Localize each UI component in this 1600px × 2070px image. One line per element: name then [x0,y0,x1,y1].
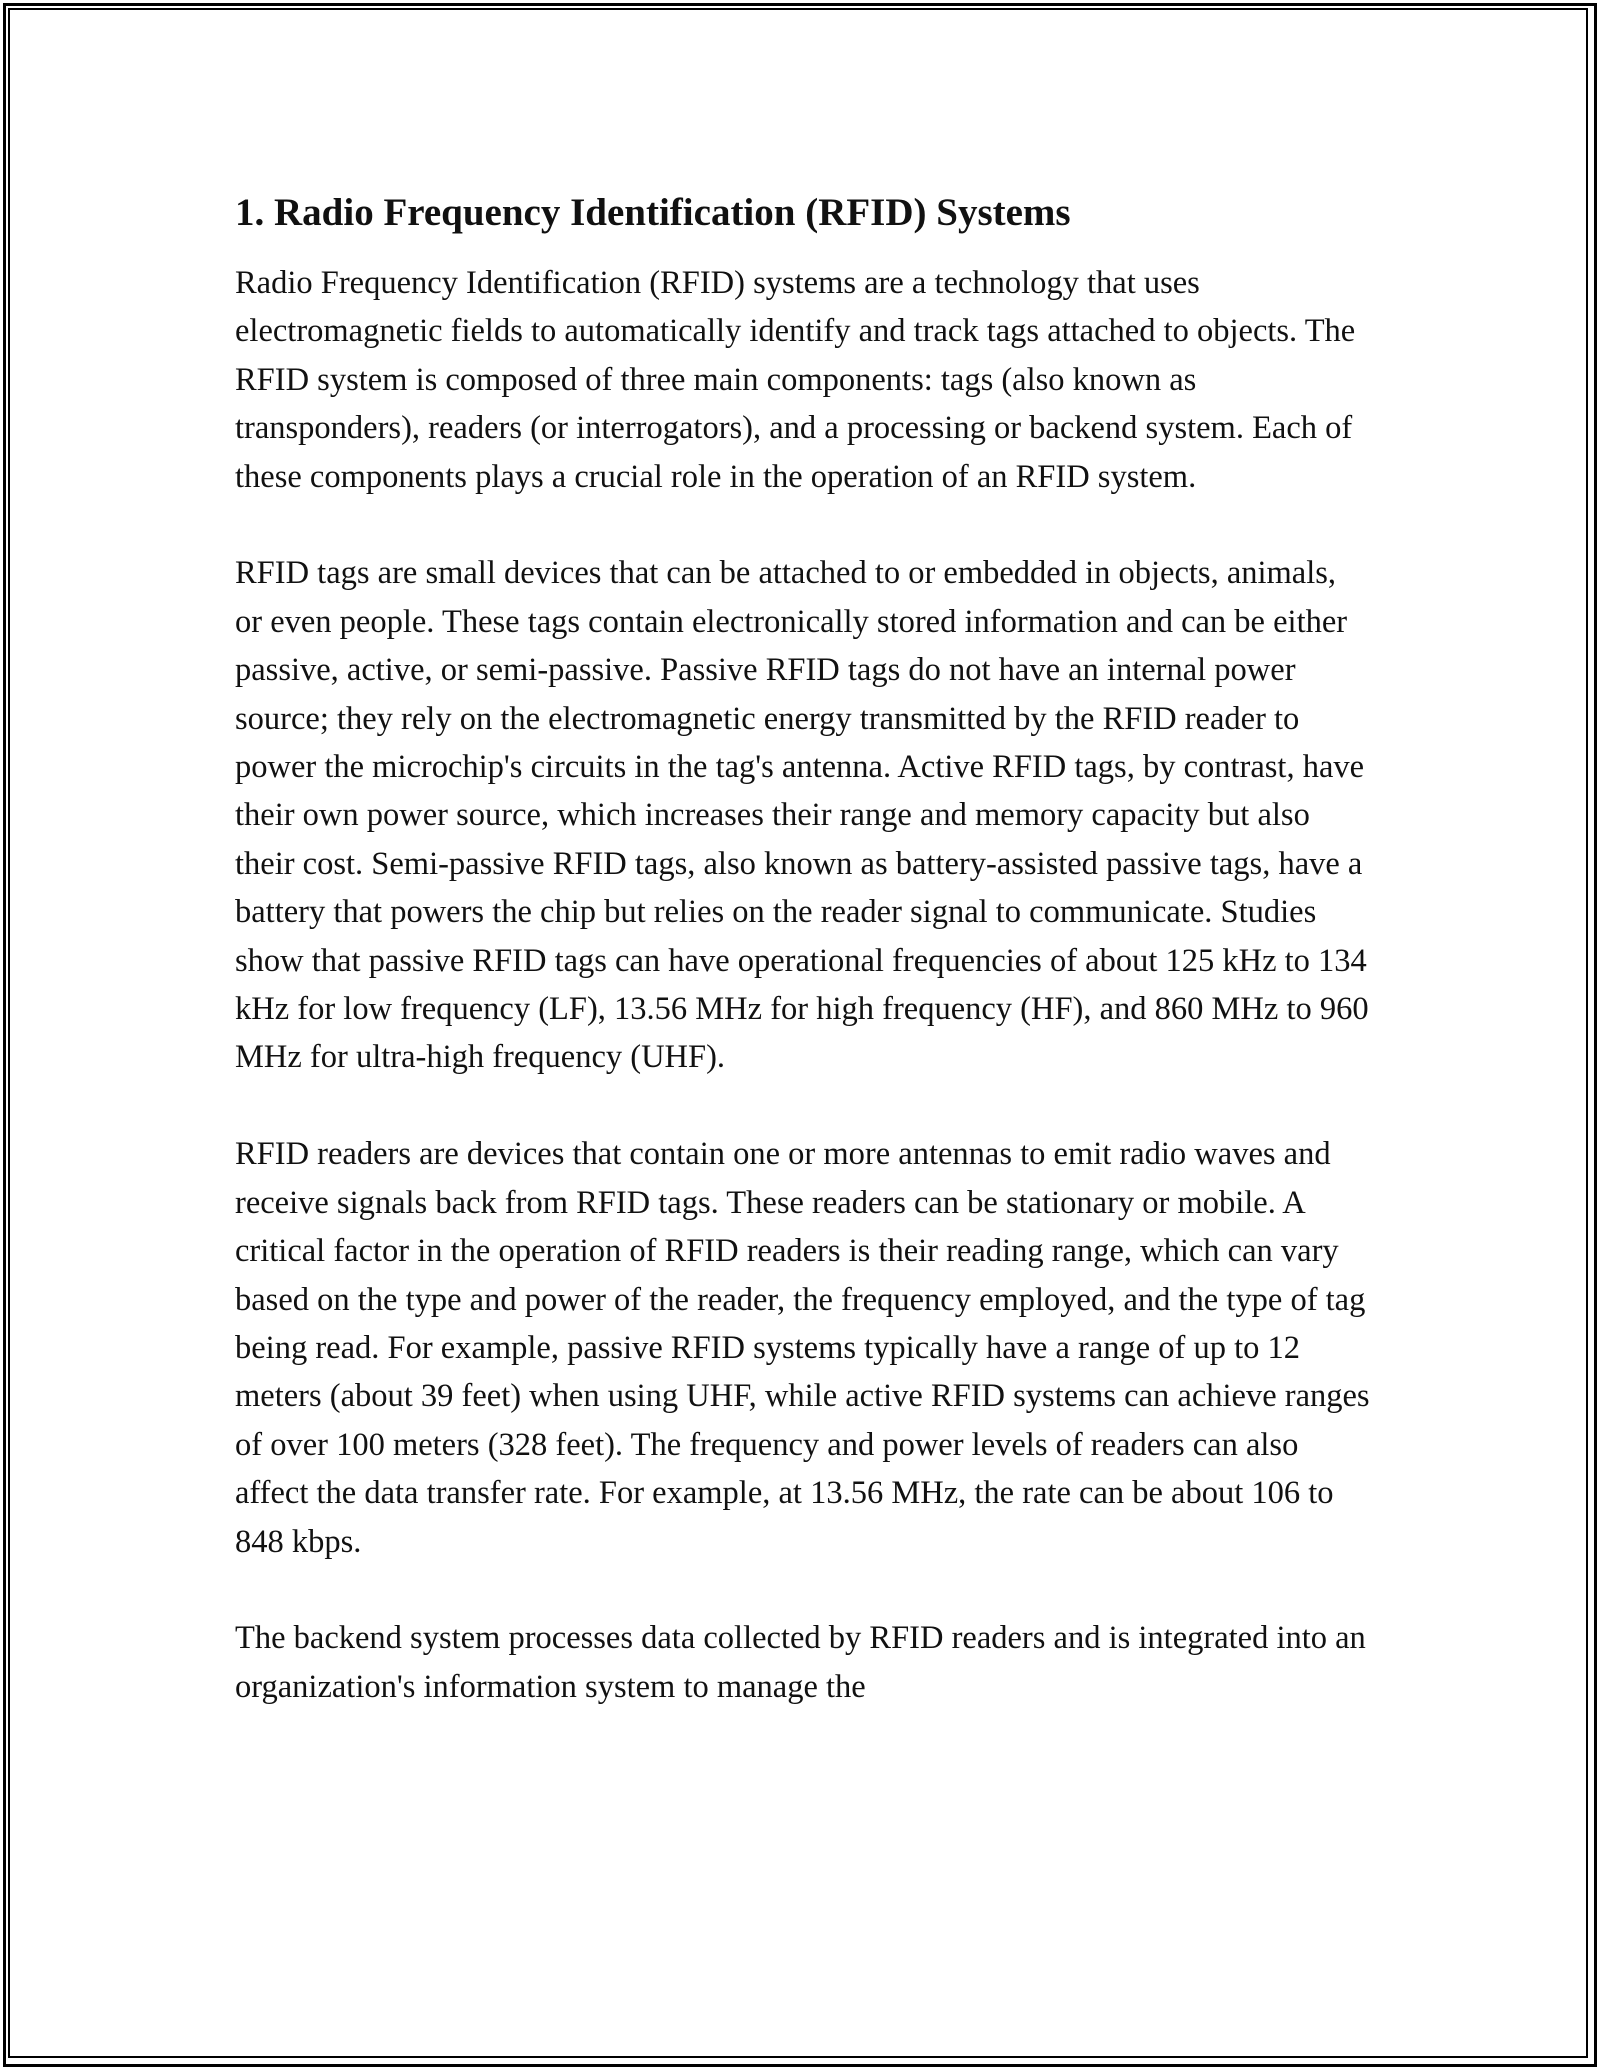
paragraph-readers: RFID readers are devices that contain one or more antennas to emit radio waves and receive signals back from RFID tags. These readers can be stationary or mobile. A critical factor in the operation of RFID readers is their reading range, which can vary based on the type and power of the reader, the frequency employed, and the type of tag being read. For example, passive RFID systems typically have a range of up to 12 meters (about 39 feet) when using UHF, while active RFID systems can achieve ranges of over 100 meters (328 feet). The frequency and power levels of readers can also affect the data transfer rate. For example, at 13.56 MHz, the rate can be about 106 to 848 kbps. [235,1136,1370,1560]
document-body [235,185,1370,1711]
section-heading: 1. Radio Frequency Identification (RFID) Systems [235,191,1071,234]
paragraph-intro: Radio Frequency Identification (RFID) systems are a technology that uses electromagnetic fields to automatically identify and track tags attached to objects. The RFID system is composed of three main components: tags (also known as transponders), readers (or interrogators), and a processing or backend system. Each of these components plays a crucial role in the operation of an RFID system. [235,265,1356,495]
paragraph-tags: RFID tags are small devices that can be attached to or embedded in objects, animals, or even people. These tags contain electronically stored information and can be either passive, active, or semi-passive. Passive RFID tags do not have an internal power source; they rely on the electromagnetic energy transmitted by the RFID reader to power the microchip's circuits in the tag's antenna. Active RFID tags, by contrast, have their own power source, which increases their range and memory capacity but also their cost. Semi-passive RFID tags, also known as battery-assisted passive tags, have a battery that powers the chip but relies on the reader signal to communicate. Studies show that passive RFID tags can have operational frequencies of about 125 kHz to 134 kHz for low frequency (LF), 13.56 MHz for high frequency (HF), and 860 MHz to 960 MHz for ultra-high frequency (UHF). [235,555,1369,1076]
paragraph-backend: The backend system processes data collected by RFID readers and is integrated into an organization's information system to manage the [235,1620,1366,1705]
